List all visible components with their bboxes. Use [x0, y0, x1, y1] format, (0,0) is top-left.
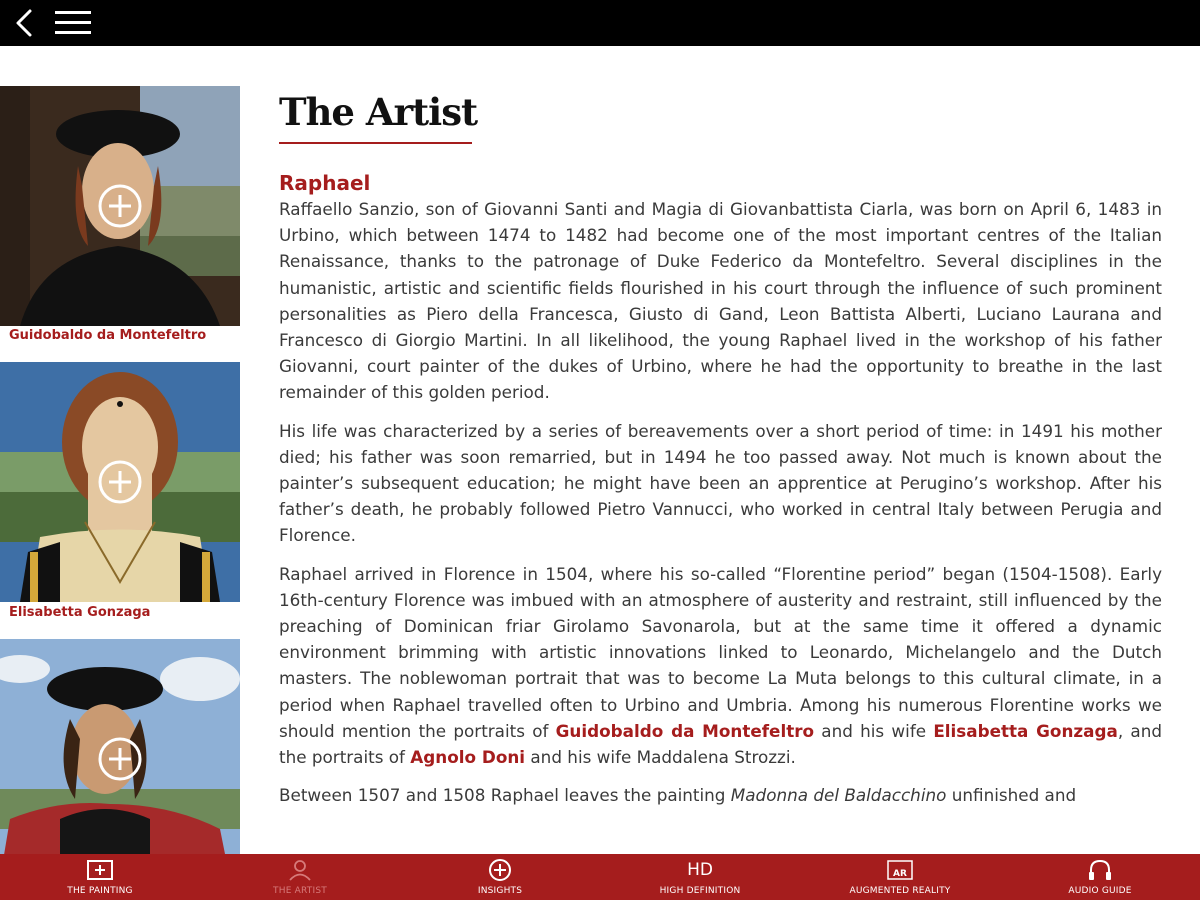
tab-label: INSIGHTS — [477, 886, 523, 896]
tab-insights[interactable] — [420, 854, 580, 900]
link-guidobaldo[interactable]: Guidobaldo da Montefeltro — [555, 720, 815, 741]
tab-high-definition[interactable] — [620, 854, 780, 900]
portrait-thumbnail-elisabetta[interactable] — [0, 362, 240, 620]
portrait-caption: Elisabetta Gonzaga — [9, 605, 151, 620]
tab-label: THE ARTIST — [273, 886, 327, 896]
tab-label: AUDIO GUIDE — [1068, 886, 1132, 896]
paragraph-text: , and the portraits of — [279, 720, 1162, 768]
tab-label: AUGMENTED REALITY — [849, 886, 951, 896]
tab-label: HIGH DEFINITION — [659, 886, 741, 896]
paragraph-text: unfinished and — [946, 785, 1077, 806]
ar-icon-text: AR — [893, 869, 907, 879]
portrait-sidebar — [0, 86, 240, 854]
hd-icon: HD — [687, 860, 713, 880]
tab-the-painting[interactable] — [20, 854, 180, 900]
page-title: The Artist — [279, 90, 478, 134]
portrait-caption: Guidobaldo da Montefeltro — [9, 328, 207, 343]
person-icon — [287, 859, 313, 881]
bottom-nav — [0, 854, 1200, 900]
paragraph-text: Raphael arrived in Florence in 1504, where his so-called “Florentine period” began (1504-1508). Early 16th-century Florence was imbued with an atmosphere of austerity and restraint, still influenced by the preaching of Dominican friar Girolamo Savonarola, but at the same time it offered a dynamic environment brimming with artistic innovations linked to Leonardo, Michelangelo and the Dutch masters. The noblewoman portrait that was to become La Muta belongs to this cultural climate, in a period when Raphael travelled often to Urbino and Umbria. Among his numerous Florentine works we should mention the portraits of — [279, 563, 1162, 741]
paragraph-text: Between 1507 and 1508 Raphael leaves the painting — [279, 785, 731, 806]
paragraph-3 — [279, 561, 1162, 771]
tab-the-artist[interactable] — [220, 854, 380, 900]
link-elisabetta[interactable]: Elisabetta Gonzaga — [933, 720, 1118, 741]
paragraph-2: His life was characterized by a series of bereavements over a short period of time: in 1491 his mother died; his father was soon remarried, but in 1494 he too passed away. Not much is known about the painter’s subsequent education; he might have been an apprentice at Perugino’s workshop. After his father’s death, he probably followed Pietro Vannucci, who worked in central Italy between Perugia and Florence. — [279, 420, 1162, 546]
paragraph-text: and his wife — [814, 720, 934, 741]
plus-circle-icon — [487, 859, 513, 881]
back-button[interactable] — [10, 6, 40, 40]
paragraph-4 — [279, 782, 1162, 808]
title-underline — [279, 142, 472, 144]
artist-name: Raphael — [279, 171, 371, 195]
zoom-plus-icon[interactable] — [97, 459, 143, 505]
portrait-thumbnail-guidobaldo[interactable] — [0, 86, 240, 343]
link-agnolo-doni[interactable]: Agnolo Doni — [410, 747, 526, 768]
tab-audio-guide[interactable] — [1020, 854, 1180, 900]
zoom-plus-icon[interactable] — [97, 736, 143, 782]
chevron-left-icon — [10, 6, 40, 40]
headphones-icon — [1087, 859, 1113, 881]
article-content — [279, 86, 1162, 854]
painting-title: Madonna del Baldacchino — [730, 785, 947, 806]
zoom-plus-icon[interactable] — [97, 183, 143, 229]
tab-augmented-reality[interactable] — [820, 854, 980, 900]
painting-frame-icon — [87, 859, 113, 881]
menu-button[interactable] — [53, 8, 93, 38]
hamburger-menu-icon — [53, 8, 93, 38]
portrait-thumbnail-agnolo-doni[interactable] — [0, 639, 240, 854]
top-bar — [0, 0, 1200, 46]
tab-label: THE PAINTING — [67, 886, 133, 896]
paragraph-text: and his wife Maddalena Strozzi. — [525, 747, 796, 768]
ar-frame-icon — [887, 859, 913, 881]
paragraph-1: Raffaello Sanzio, son of Giovanni Santi and Magia di Giovanbattista Ciarla, was born on April 6, 1483 in Urbino, which between 1474 to 1482 had become one of the most important centres of the Italian Renaissance, thanks to the patronage of Duke Federico da Montefeltro. Several disciplines in the humanistic, artistic and scientific fields flourished in his court through the influence of such prominent personalities as Piero della Francesca, Giusto di Gand, Leon Battista Alberti, Luciano Laurana and Francesco di Giorgio Martini. In all likelihood, the young Raphael lived in the workshop of his father Giovanni, court painter of the dukes of Urbino, where he had the opportunity to breathe in the last remainder of this golden period. — [279, 199, 1162, 403]
